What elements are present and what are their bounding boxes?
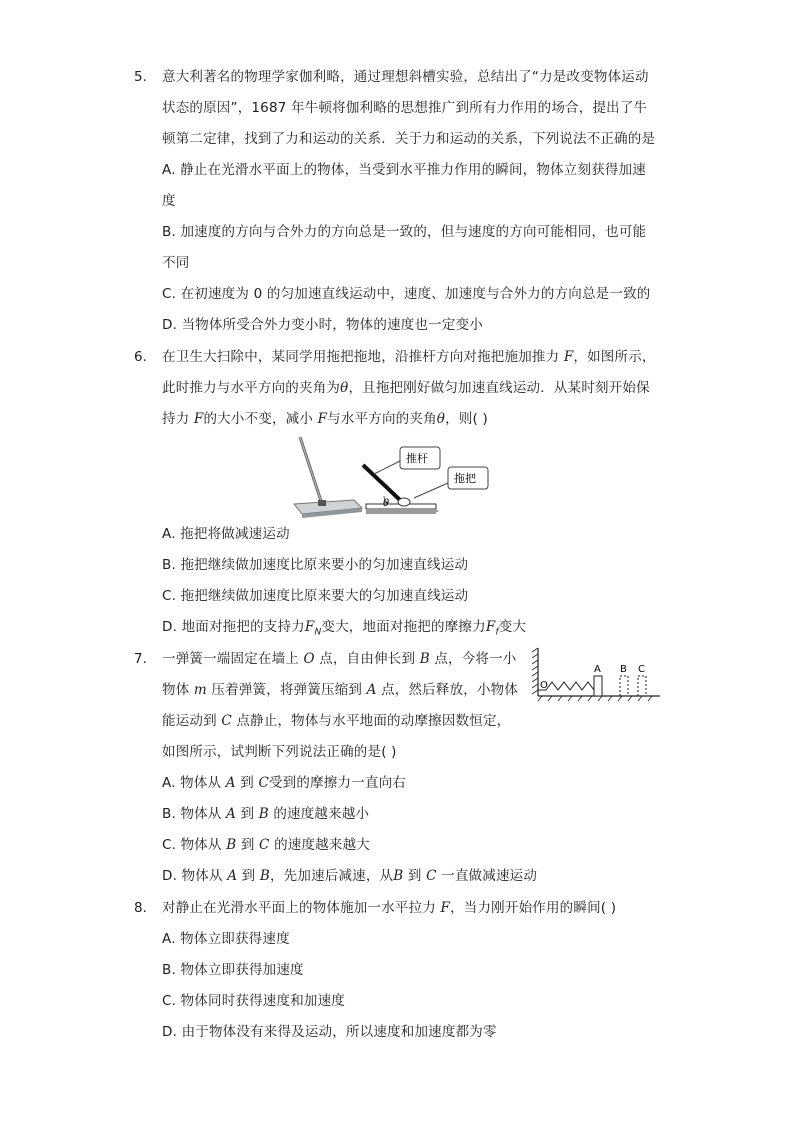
question-stem: 物体 m 压着弹簧，将弹簧压缩到 A 点，然后释放，小物体 <box>162 682 519 698</box>
option-c: C. 物体从 B 到 C 的速度越来越大 <box>162 837 370 853</box>
option-b-continued: 不同 <box>162 255 190 271</box>
question-number: 8. <box>134 900 147 916</box>
option-b: B. 拖把继续做加速度比原来要小的匀加速直线运动 <box>162 557 469 573</box>
question-number: 5. <box>134 69 147 85</box>
option-a: A. 物体立即获得速度 <box>162 931 290 947</box>
question-stem: 意大利著名的物理学家伽利略，通过理想斜槽实验，总结出了“力是改变物体运动 <box>162 69 649 85</box>
option-b: B. 物体立即获得加速度 <box>162 962 304 978</box>
point-b-label: B <box>620 664 627 675</box>
option-d: D. 当物体所受合外力变小时，物体的速度也一定变小 <box>162 317 483 333</box>
question-stem: 一弹簧一端固定在墙上 O 点，自由伸长到 B 点，今将一小 <box>162 651 517 667</box>
question-stem: 能运动到 C 点静止，物体与水平地面的动摩擦因数恒定， <box>162 713 511 729</box>
option-a: A. 拖把将做减速运动 <box>162 526 290 542</box>
question-stem: 对静止在光滑水平面上的物体施加一水平拉力 F，当力刚开始作用的瞬间( ) <box>162 900 617 916</box>
question-number: 6. <box>134 349 147 365</box>
question-stem: 顿第二定律，找到了力和运动的关系．关于力和运动的关系，下列说法不正确的是 <box>162 131 656 147</box>
point-c-label: C <box>638 664 645 675</box>
mop-diagram <box>363 447 488 513</box>
option-b: B. 物体从 A 到 B 的速度越来越小 <box>162 806 370 822</box>
question-stem: 如图所示，试判断下列说法正确的是( ) <box>162 744 397 760</box>
question-stem: 此时推力与水平方向的夹角为θ，且拖把刚好做匀加速直线运动．从某时刻开始保 <box>162 380 650 396</box>
question-number: 7. <box>134 651 147 667</box>
mop-photo <box>294 437 362 518</box>
question-stem: 状态的原因”，1687 年牛顿将伽利略的思想推广到所有力作用的场合，提出了牛 <box>162 100 648 116</box>
question-stem: 在卫生大扫除中，某同学用拖把拖地，沿推杆方向对拖把施加推力 F，如图所示， <box>162 349 656 365</box>
option-c: C. 物体同时获得速度和加速度 <box>162 993 346 1009</box>
point-o-label: O <box>540 680 548 691</box>
mop-label: 拖把 <box>454 472 476 485</box>
mop-figure <box>288 434 518 520</box>
question-stem: 持力 F的大小不变，减小 F与水平方向的夹角θ，则( ) <box>162 411 488 427</box>
option-a: A. 物体从 A 到 C受到的摩擦力一直向右 <box>162 775 406 791</box>
option-a: A. 静止在光滑水平面上的物体，当受到水平推力作用的瞬间，物体立刻获得加速 <box>162 162 646 178</box>
option-d: D. 地面对拖把的支持力$F_N$变大，地面对拖把的摩擦力$F_f$变大 <box>162 619 527 638</box>
spring-figure <box>532 646 664 702</box>
option-b: B. 加速度的方向与合外力的方向总是一致的，但与速度的方向可能相同，也可能 <box>162 224 647 240</box>
option-a-continued: 度 <box>162 193 176 209</box>
option-c: C. 拖把继续做加速度比原来要大的匀加速直线运动 <box>162 588 469 604</box>
option-d: D. 由于物体没有来得及运动，所以速度和加速度都为零 <box>162 1024 497 1040</box>
point-a-label: A <box>594 664 601 675</box>
angle-label: θ <box>383 498 390 509</box>
option-d: D. 物体从 A 到 B，先加速后减速，从B 到 C 一直做减速运动 <box>162 868 538 884</box>
option-c: C. 在初速度为 0 的匀加速直线运动中，速度、加速度与合外力的方向总是一致的 <box>162 286 651 302</box>
rod-label: 推杆 <box>406 452 428 465</box>
